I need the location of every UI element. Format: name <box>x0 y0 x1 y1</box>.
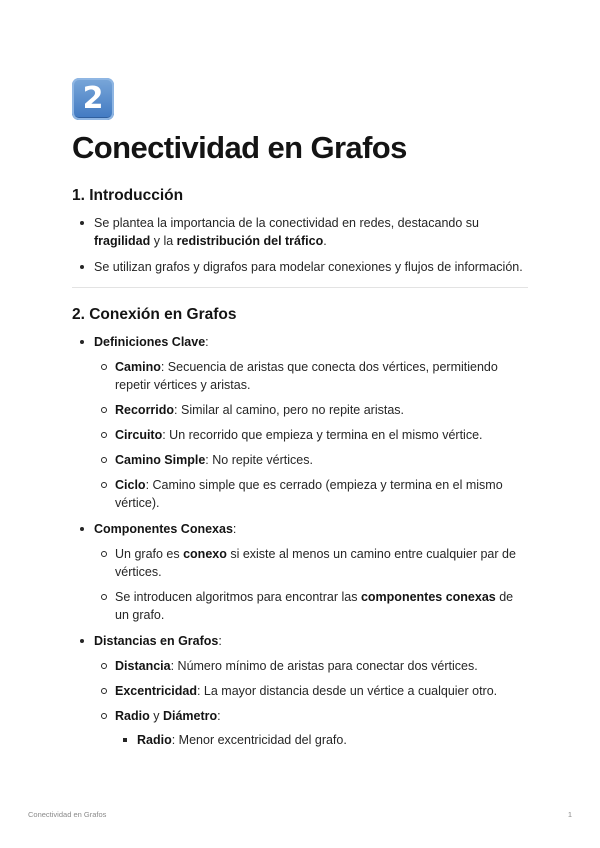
item-text: : <box>217 709 221 723</box>
item-text: Se plantea la importancia de la conectividad en redes, destacando su <box>94 216 479 230</box>
keycap-two-icon: 2 <box>72 78 114 120</box>
footer-title: Conectividad en Grafos <box>28 810 107 819</box>
list-item-componentes <box>72 520 528 624</box>
item-text: . <box>323 234 327 248</box>
group-suffix: : <box>218 634 222 648</box>
item-text: : Número mínimo de aristas para conectar dos vértices. <box>170 659 478 673</box>
item-text: : No repite vértices. <box>205 453 313 467</box>
item-text: Un grafo es <box>115 547 184 561</box>
list-item <box>94 426 528 444</box>
distancias-sublist <box>94 657 528 749</box>
bold-term: Camino Simple <box>115 453 206 467</box>
group-label: Distancias en Grafos <box>94 634 219 648</box>
item-text: : Secuencia de aristas que conecta dos vértices, permitiendo repetir vértices y aristas. <box>115 360 498 392</box>
list-item <box>115 731 528 749</box>
list-item <box>94 657 528 675</box>
item-text: si existe al menos un camino entre cualquier par de vértices. <box>115 547 516 579</box>
item-text: y <box>149 709 163 723</box>
section-heading-conexion: 2. Conexión en Grafos <box>72 306 237 323</box>
introduccion-list <box>72 214 528 276</box>
item-text: : La mayor distancia desde un vértice a cualquier otro. <box>196 684 498 698</box>
definiciones-sublist <box>94 358 528 512</box>
bold-term: Camino <box>115 360 161 374</box>
group-label: Componentes Conexas <box>94 522 233 536</box>
group-label: Definiciones Clave <box>94 335 206 349</box>
bold-term: componentes conexas <box>360 590 496 604</box>
item-text: : Menor excentricidad del grafo. <box>171 733 347 747</box>
bold-term: Excentricidad <box>115 684 197 698</box>
list-item <box>94 682 528 700</box>
group-suffix: : <box>232 522 237 536</box>
document-page <box>72 78 528 749</box>
bold-term: Radio <box>115 709 150 723</box>
bold-term: redistribución del tráfico <box>176 234 324 248</box>
bold-term: Ciclo <box>115 478 146 492</box>
bold-term: fragilidad <box>94 234 151 248</box>
bold-term: Diámetro <box>162 709 218 723</box>
bold-term: Circuito <box>115 428 163 442</box>
bold-term: Radio <box>137 733 172 747</box>
item-text: : Similar al camino, pero no repite aristas. <box>174 403 405 417</box>
bold-term: Distancia <box>115 659 171 673</box>
list-item <box>94 451 528 469</box>
list-item <box>72 258 528 276</box>
item-text: : Un recorrido que empieza y termina en el mismo vértice. <box>162 428 483 442</box>
page-footer <box>28 810 572 819</box>
item-text: Se utilizan grafos y digrafos para modelar conexiones y flujos de información. <box>94 260 523 274</box>
bold-term: conexo <box>183 547 227 561</box>
page-title: Conectividad en Grafos <box>72 130 407 165</box>
item-text: Se introducen algoritmos para encontrar las <box>115 590 361 604</box>
list-item <box>94 707 528 749</box>
list-item <box>94 358 528 394</box>
bold-term: Recorrido <box>115 403 175 417</box>
item-text: : Camino simple que es cerrado (empieza y termina en el mismo vértice). <box>115 478 503 510</box>
item-text: de un grafo. <box>115 590 514 622</box>
list-item <box>72 214 528 250</box>
componentes-sublist <box>94 545 528 624</box>
group-suffix: : <box>205 335 209 349</box>
list-item <box>94 588 528 624</box>
section-divider <box>72 287 528 288</box>
item-text: y la <box>150 234 177 248</box>
conexion-list <box>72 333 528 749</box>
list-item <box>94 401 528 419</box>
page-number: 1 <box>567 810 572 819</box>
list-item-definiciones <box>72 333 528 512</box>
list-item-distancias <box>72 632 528 749</box>
radio-diametro-sublist <box>115 731 528 749</box>
section-heading-introduccion: 1. Introducción <box>72 187 184 204</box>
list-item <box>94 545 528 581</box>
list-item <box>94 476 528 512</box>
